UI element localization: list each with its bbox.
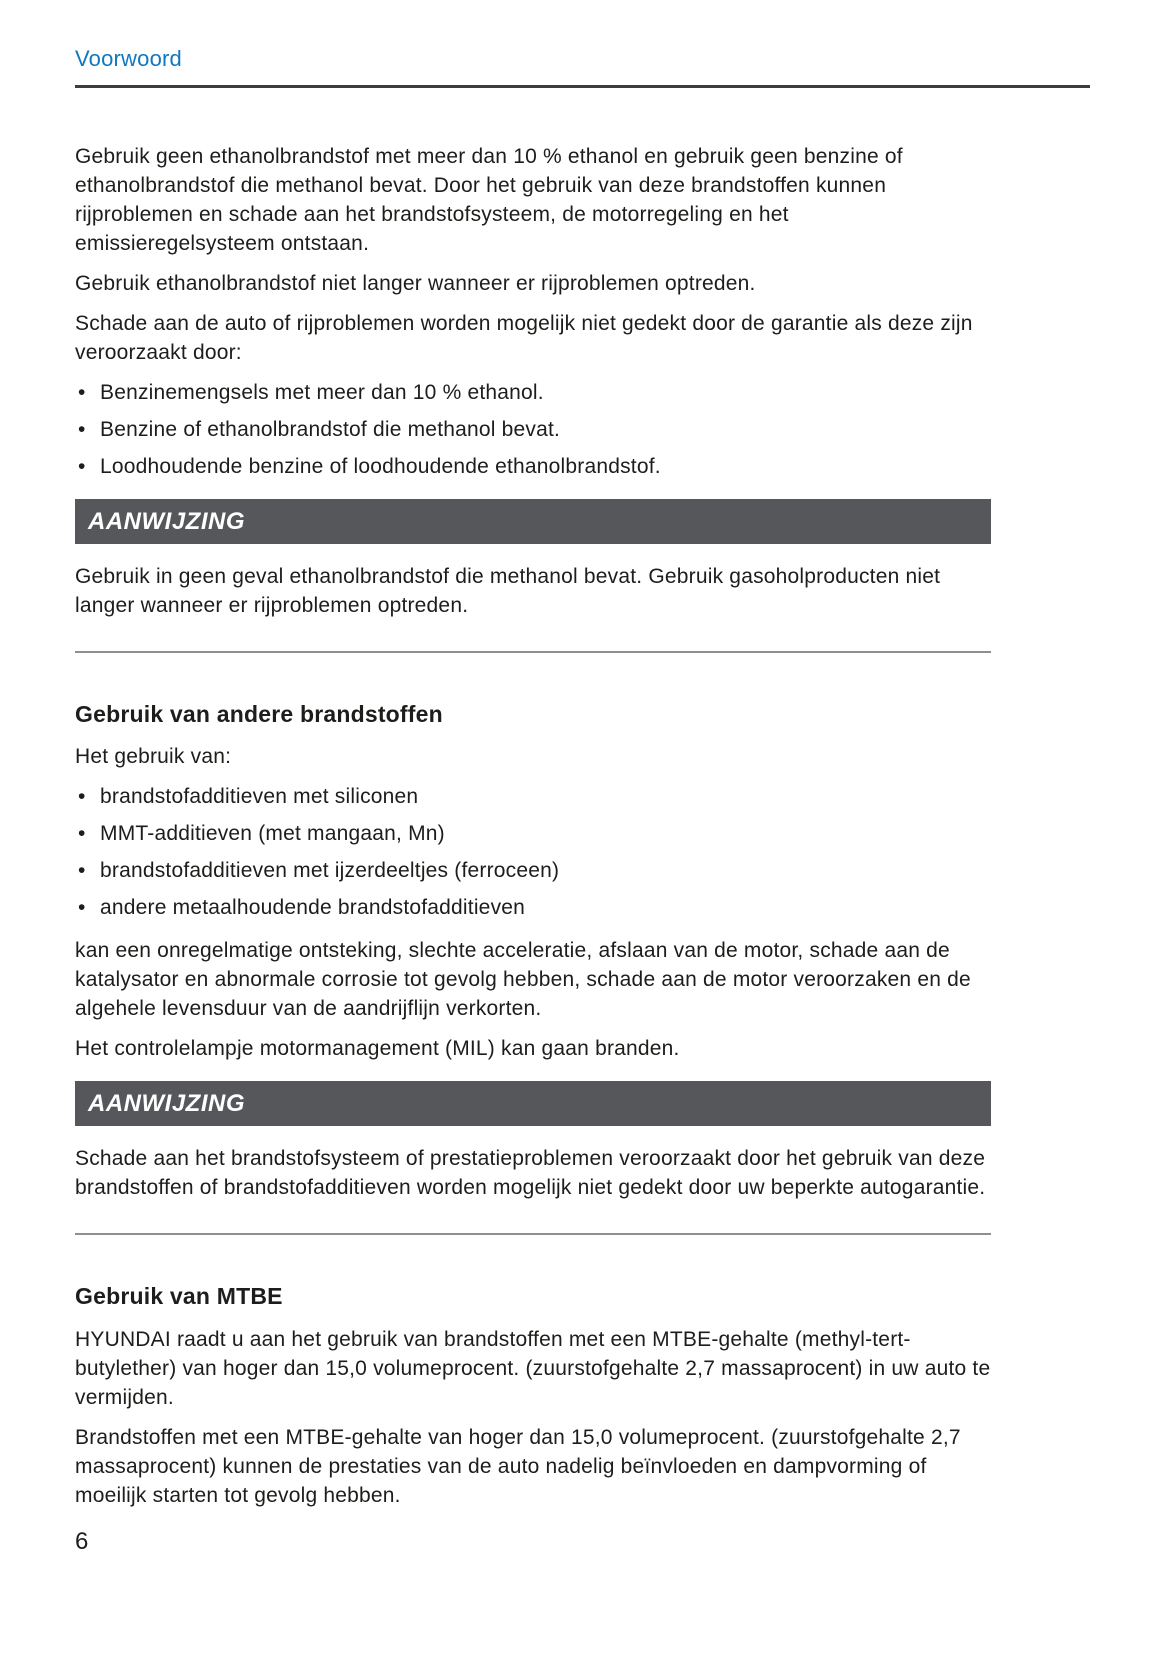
intro-bullet-list bbox=[75, 379, 991, 482]
paragraph: Gebruik ethanolbrandstof niet langer wanneer er rijproblemen optreden. bbox=[75, 271, 756, 295]
section-divider bbox=[75, 651, 991, 653]
list-item: • Benzinemengsels met meer dan 10 % ethanol. bbox=[75, 379, 991, 408]
section-heading-mtbe: Gebruik van MTBE bbox=[75, 1283, 283, 1310]
notice-banner: AANWIJZING bbox=[75, 499, 991, 544]
other-fuels-bullet-list bbox=[75, 783, 991, 923]
list-item: • Loodhoudende benzine of loodhoudende ethanolbrandstof. bbox=[75, 453, 991, 482]
section-divider bbox=[75, 1233, 991, 1235]
list-item: • brandstofadditieven met siliconen bbox=[75, 783, 991, 812]
paragraph: kan een onregelmatige ontsteking, slechte acceleratie, afslaan van de motor, schade aan de katalysator en abnormale corrosie tot gevolg hebben, schade aan de motor veroorzaken en de algehele levensduur van de aandrijflijn verkorten. bbox=[75, 939, 971, 1021]
list-item: • brandstofadditieven met ijzerdeeltjes (ferroceen) bbox=[75, 857, 991, 886]
page-header bbox=[0, 0, 1090, 88]
list-item: • andere metaalhoudende brandstofadditieven bbox=[75, 894, 991, 923]
notice-banner: AANWIJZING bbox=[75, 1081, 991, 1126]
notice-body: Schade aan het brandstofsysteem of prestatieproblemen veroorzaakt door het gebruik van deze brandstoffen of brandstofadditieven worden mogelijk niet gedekt door uw beperkte autogarantie. bbox=[75, 1147, 986, 1200]
paragraph: HYUNDAI raadt u aan het gebruik van brandstoffen met een MTBE-gehalte (methyl-tert-butylether) van hoger dan 15,0 volumeprocent. (zuurstofgehalte 2,7 massaprocent) in uw auto te vermijden. bbox=[75, 1327, 991, 1409]
section-heading-other-fuels: Gebruik van andere brandstoffen bbox=[75, 700, 443, 727]
paragraph: Brandstoffen met een MTBE-gehalte van hoger dan 15,0 volumeprocent. (zuurstofgehalte 2,7 massaprocent) kunnen de prestaties van de auto nadelig beïnvloeden en dampvorming of moeilijk starten tot gevolg hebben. bbox=[75, 1425, 961, 1507]
list-item: • MMT-additieven (met mangaan, Mn) bbox=[75, 820, 991, 849]
page-content bbox=[75, 143, 991, 1511]
paragraph: Het gebruik van: bbox=[75, 745, 232, 769]
header-rule bbox=[75, 85, 1090, 88]
paragraph: Het controlelampje motormanagement (MIL) kan gaan branden. bbox=[75, 1037, 680, 1061]
chapter-title: Voorwoord bbox=[75, 46, 182, 71]
list-item: • Benzine of ethanolbrandstof die methanol bevat. bbox=[75, 416, 991, 445]
notice-body: Gebruik in geen geval ethanolbrandstof die methanol bevat. Gebruik gasoholproducten niet langer wanneer er rijproblemen optreden. bbox=[75, 564, 941, 617]
page-number: 6 bbox=[75, 1528, 89, 1555]
paragraph: Gebruik geen ethanolbrandstof met meer dan 10 % ethanol en gebruik geen benzine of ethanolbrandstof die methanol bevat. Door het gebruik van deze brandstoffen kunnen rijproblemen en schade aan het brandstofsysteem, de motorregeling en het emissieregelsysteem ontstaan. bbox=[75, 145, 903, 255]
paragraph: Schade aan de auto of rijproblemen worden mogelijk niet gedekt door de garantie als deze zijn veroorzaakt door: bbox=[75, 311, 973, 364]
